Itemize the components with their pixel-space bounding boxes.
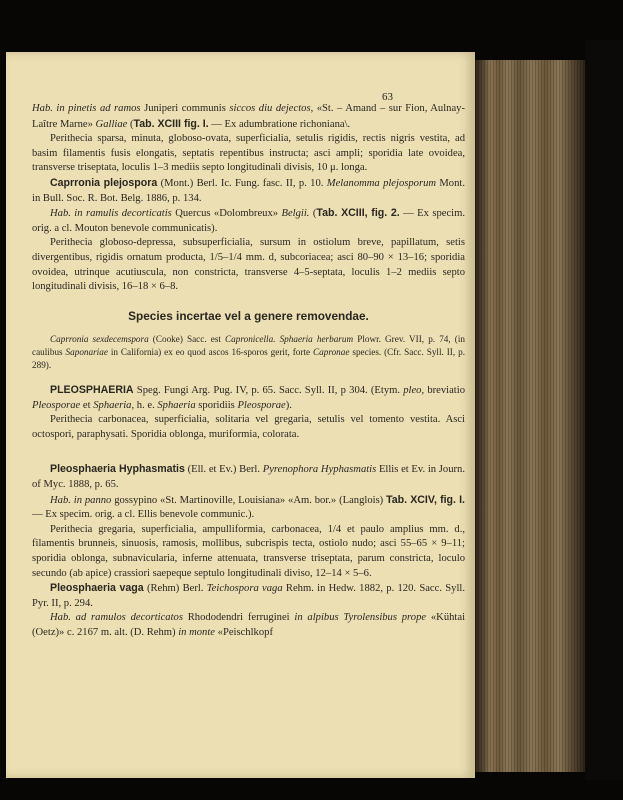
plate-reference: Tab. XCIII fig. I. bbox=[133, 117, 209, 130]
genus-pleosphaeria: PLEOSPHAERIA Speg. Fungi Arg. Pug. IV, p. 65. Sacc. Syll. II, p 304. (Etym. pleo, breviatio Pleosporae et Sphaeria, h. e. Sphaeria sporidiis Pleosporae). bbox=[32, 384, 465, 411]
page-number: 63 bbox=[382, 91, 393, 103]
section-heading: Species incertae vel a genere removendae. bbox=[128, 308, 369, 323]
species-vaga: Pleosphaeria vaga (Rehm) Berl. Teichospora vaga Rehm. in Hedw. 1882, p. 120. Sacc. Syll. Pyr. II, p. 294. bbox=[32, 582, 465, 609]
genus-description: Perithecia carbonacea, superficialia, solitaria vel gregaria, setulis vel tomento vestita. Asci octospori, paraphysati. Sporidia oblonga, muriformia, colorata. bbox=[32, 414, 465, 440]
species-hyphasmatis: Pleosphaeria Hyphasmatis (Ell. et Ev.) Berl. Pyrenophora Hyphasmatis Ellis et Ev. in Journ. of Myc. 1888, p. 65. bbox=[32, 463, 465, 491]
species-name: Caprronia plejospora bbox=[50, 176, 158, 189]
species-name: Pleosphaeria vaga bbox=[50, 582, 144, 595]
book-page-edges bbox=[475, 60, 585, 772]
vaga-habitat: Hab. ad ramulos decorticatos Rhododendri ferruginei in alpibus Tyrolensibus prope «Kühtai (Oetz)» c. 2167 m. alt. (D. Rehm) in monte «Peischlkopf bbox=[32, 612, 466, 638]
plate-reference: Tab. XCIII, fig. 2. bbox=[316, 207, 400, 220]
species-name: Pleosphaeria Hyphasmatis bbox=[50, 463, 185, 476]
species-note: Caprronia sexdecemspora (Cooke) Sacc. est Capronicella. Sphaeria herbarum Plowr. Grev. VII, p. 74, (in caulibus Saponariae in California) ex eo quod ascos 16-sporos gerit, forte Capronae species. (Cfr. Sacc. Syll. II, p. 289). bbox=[32, 334, 465, 370]
intro-description: Perithecia sparsa, minuta, globoso-ovata, superficialia, setulis rigidis, rectis nigris vestita, ad basim filamentis fusis elongatis, septatis repentibus instructa; asci ampli; sporidia late ovoidea, transverse triseptata, loculis 1–3 mediis septo longitudinali divisis, 10 μ. longa. bbox=[32, 133, 465, 174]
hyphasmatis-habitat: Hab. in panno gossypino «St. Martinoville, Louisiana» «Am. bor.» (Langlois) Tab. XCIV, fig. I. — Ex specim. orig. a cl. Ellis benevole communic.). bbox=[32, 493, 465, 521]
plejospora-description: Perithecia globoso-depressa, subsuperficialia, sursum in ostiolum breve, papillatum, setis divergentibus, rigidis ornatum producta, 1/5–1/4 mm. d, subcoriacea; asci 80–90 × 13–16; sporidia ovoidea, utrinque acutiuscula, non constricta, transverse 4–5-septata, loculis 1–2 mediis septo longitudinali divisis, 16–18 × 6–8. bbox=[32, 237, 465, 293]
page-text bbox=[32, 88, 465, 641]
plate-reference: Tab. XCIV, fig. I. bbox=[386, 493, 465, 506]
species-plejospora: Caprronia plejospora (Mont.) Berl. Ic. Fung. fasc. II, p. 10. Melanomma plejosporum Mont. in Bull. Soc. R. Bot. Belg. 1886, p. 134. bbox=[32, 176, 465, 204]
genus-name: PLEOSPHAERIA bbox=[50, 384, 134, 397]
hyphasmatis-description: Perithecia gregaria, superficialia, ampulliformia, carbonacea, 1/4 et paulo amplius mm. d., filamentis brunneis, sinuosis, ramosis, mollibus, subcrispis tecta, ostiolo nudo; asci 55–65 × 9–11; sporidia oblonga, subnavicularia, inferne attenuata, transverse triseptata, parum constricta, loculo secundo (ab apice) crassiori saepeque septulo longitudinali diviso, 12–14 × 5–6. bbox=[32, 523, 465, 579]
plejospora-habitat: Hab. in ramulis decorticatis Quercus «Dolombreux» Belgii. (Tab. XCIII, fig. 2. — Ex specim. orig. a cl. Mouton benevole communicatis). bbox=[32, 207, 466, 234]
intro-habitat: Hab. in pinetis ad ramos Juniperi communis siccos diu dejectos, «St. – Amand – sur Fion, Aulnay-Laître Marne» Galliae (Tab. XCIII fig. I. — Ex adumbratione richoniana\. bbox=[32, 103, 465, 130]
